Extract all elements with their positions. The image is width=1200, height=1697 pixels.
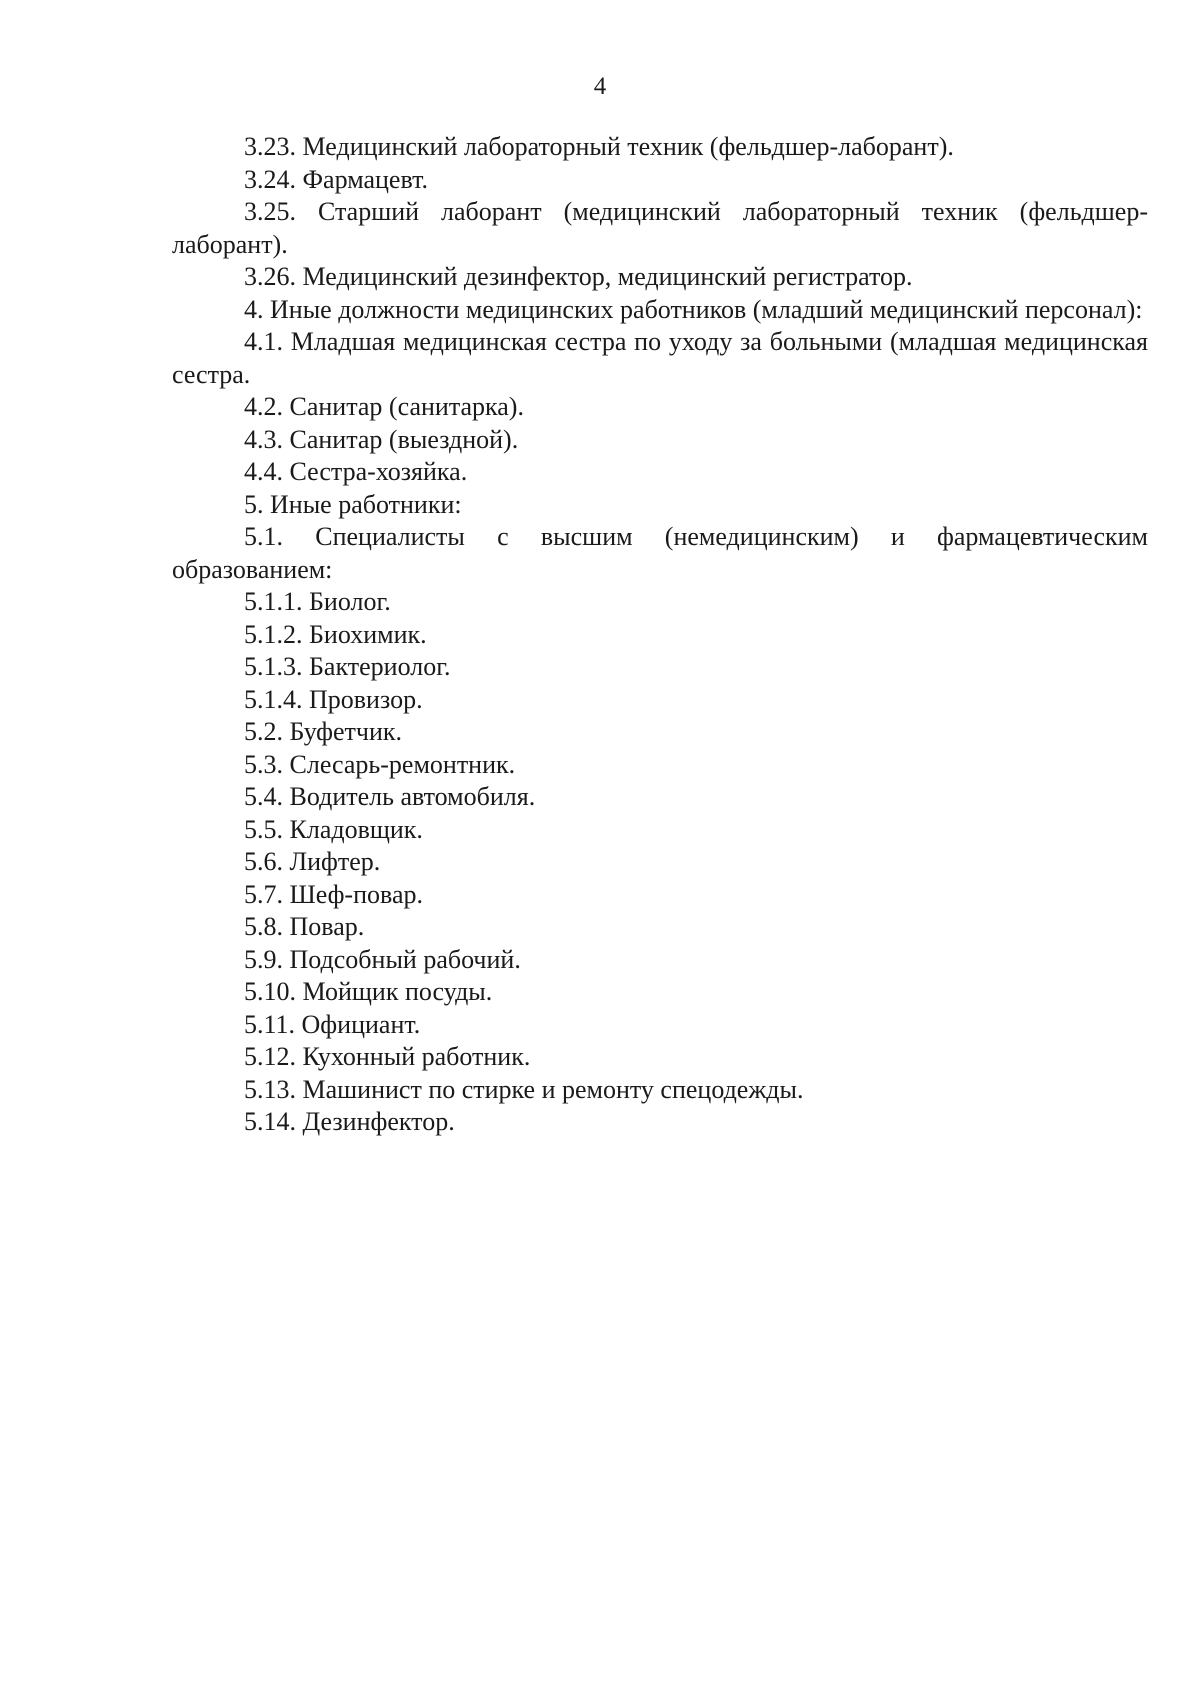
list-item: 5.8. Повар. <box>244 912 365 941</box>
list-item: 5.1.3. Бактериолог. <box>244 652 451 681</box>
list-item: 5.6. Лифтер. <box>244 847 381 876</box>
list-item: 5.14. Дезинфектор. <box>244 1107 455 1136</box>
page-number: 4 <box>593 73 607 100</box>
list-item: 5.12. Кухонный работник. <box>244 1042 531 1071</box>
list-item: 5.10. Мойщик посуды. <box>244 977 493 1006</box>
list-item: 5.2. Буфетчик. <box>244 717 403 746</box>
list-item: 5.9. Подсобный рабочий. <box>244 944 521 974</box>
list-item: 4.2. Санитар (санитарка). <box>244 392 524 421</box>
list-item: 5.13. Машинист по стирке и ремонту спецодежды. <box>244 1074 804 1104</box>
list-item: 5.3. Слесарь-ремонтник. <box>244 749 516 779</box>
list-item: 4.1. Младшая медицинская сестра по уходу за больными (младшая медицинская сестра. <box>172 327 1148 389</box>
list-item: 5.5. Кладовщик. <box>244 814 423 844</box>
list-item: 5.7. Шеф-повар. <box>244 879 423 909</box>
list-item: 4. Иные должности медицинских работников (младший медицинский персонал): <box>244 294 1143 324</box>
position-list <box>172 131 1148 1139</box>
list-item: 5. Иные работники: <box>244 489 462 519</box>
list-item: 5.1.4. Провизор. <box>244 684 423 714</box>
list-item: 3.26. Медицинский дезинфектор, медицинский регистратор. <box>244 262 913 291</box>
list-item: 4.4. Сестра-хозяйка. <box>244 457 468 486</box>
list-item: 3.23. Медицинский лабораторный техник (фельдшер-лаборант). <box>244 132 954 161</box>
list-item: 4.3. Санитар (выездной). <box>244 424 519 454</box>
list-item: 3.24. Фармацевт. <box>244 164 428 194</box>
list-item: 5.11. Официант. <box>244 1009 421 1039</box>
list-item: 5.1.1. Биолог. <box>244 587 391 616</box>
list-item: 5.4. Водитель автомобиля. <box>244 782 536 811</box>
list-item: 5.1.2. Биохимик. <box>244 619 427 649</box>
list-item: 5.1. Специалисты с высшим (немедицинским) и фармацевтическим образованием: <box>172 522 1148 584</box>
list-item: 3.25. Старший лаборант (медицинский лабораторный техник (фельдшер-лаборант). <box>172 197 1148 259</box>
